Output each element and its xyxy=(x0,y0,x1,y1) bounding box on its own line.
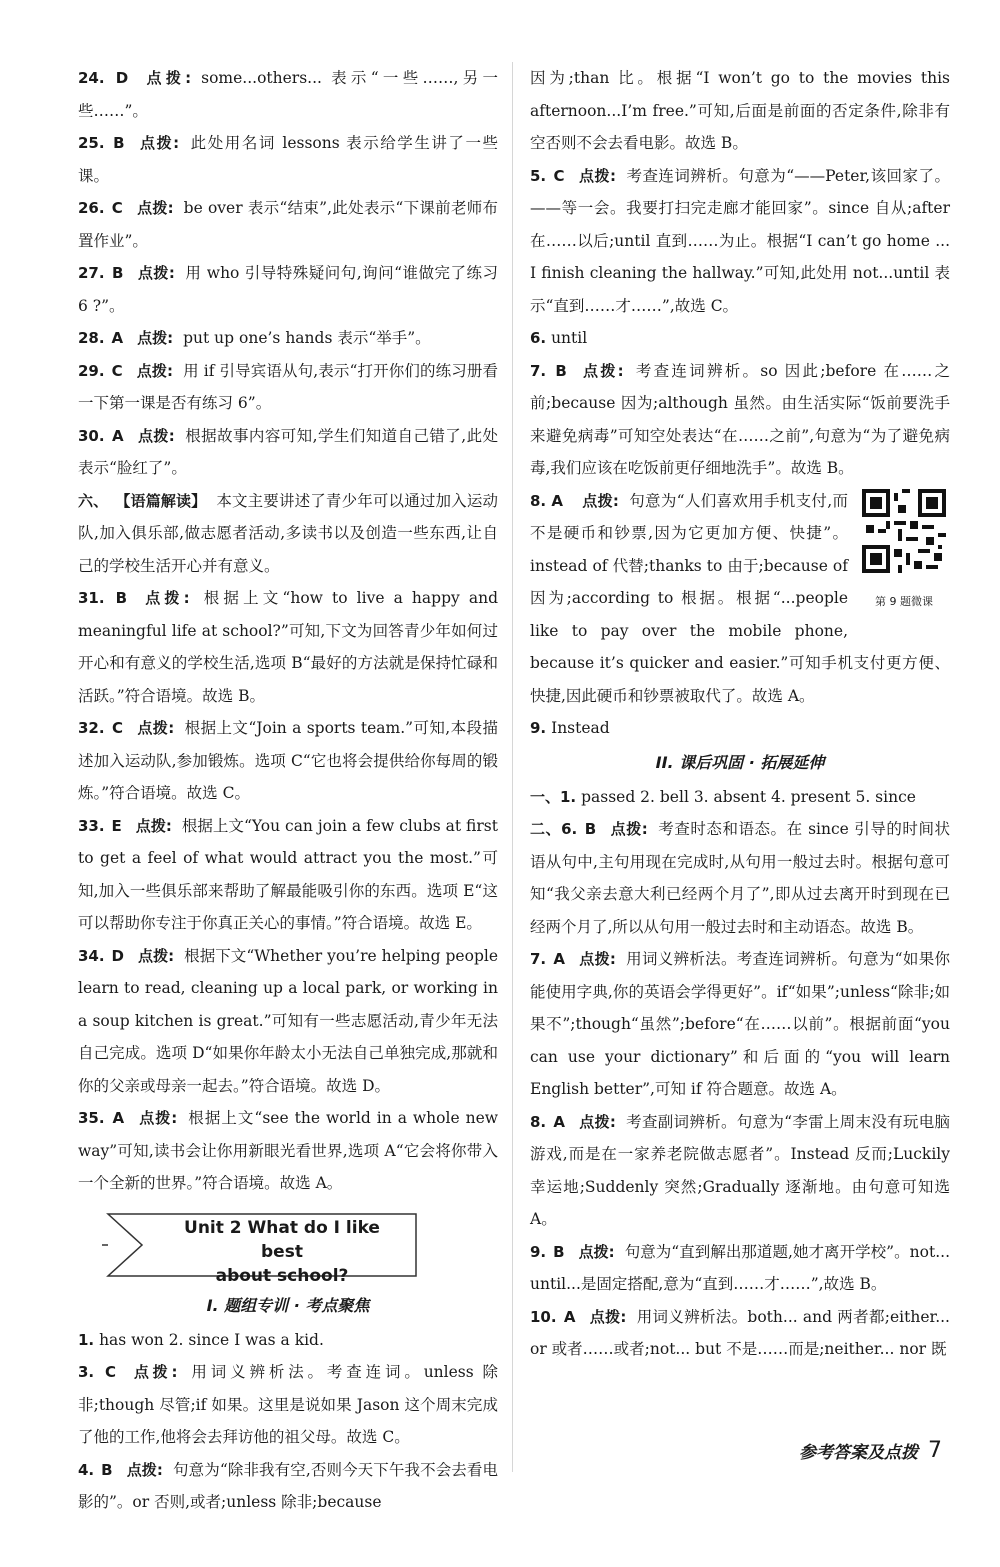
answer-entry xyxy=(78,127,498,192)
entry-tag: 点拨: xyxy=(589,1307,627,1326)
entry-text: has won 2. since I was a kid. xyxy=(99,1330,324,1349)
entry-tag: 点拨: xyxy=(137,426,175,445)
entry-tag: 点拨: xyxy=(126,1460,163,1479)
entry-text: Instead xyxy=(551,719,610,737)
entry-tag: 点拨: xyxy=(578,950,616,968)
left-answer-list-2 xyxy=(78,1324,498,1519)
entry-text: 用 who 引导特殊疑问句,询问“谁做完了练习 6 ?”。 xyxy=(78,264,498,315)
entry-text: 本文主要讲述了青少年可以通过加入运动队,加入俱乐部,做志愿者活动,多读书以及创造一些东西,让自己的学校生活开心并有意义。 xyxy=(78,491,498,575)
entry-answer: A xyxy=(551,491,563,510)
entry-text: 用词义辨析法。考查连词辨析。句意为“如果你能使用字典,你的英语会学得更好”。if“如果”;unless“除非;如果不”;though“虽然”;before“在……以前”。根据前面“you can use your dictionary”和后面的“you will learn English better”,可知 if 符合题意。故选 A。 xyxy=(530,950,950,1098)
answer-entry xyxy=(530,813,950,943)
entry-number: 30. xyxy=(78,426,105,445)
entry-answer: B xyxy=(113,134,125,152)
entry-number: 7. xyxy=(530,361,547,380)
entry-text: 句意为“除非我有空,否则今天下午我不会去看电影的”。or 否则,或者;unless 除非;because xyxy=(78,1460,498,1511)
answer-entry xyxy=(530,1236,950,1301)
answer-entry xyxy=(78,810,498,940)
entry-number: 25. xyxy=(78,134,105,152)
entry-number: 29. xyxy=(78,361,105,380)
answer-entry xyxy=(78,62,498,127)
answer-entry xyxy=(78,355,498,420)
entry-number: 24. xyxy=(78,69,105,87)
entry-tag: 点拨: xyxy=(142,69,192,87)
entry-answer: B xyxy=(101,1460,113,1479)
entry-answer: C xyxy=(111,361,123,380)
entry-number: 一、1. xyxy=(530,787,577,806)
entry-number: 10. xyxy=(530,1307,557,1326)
entry-tag: 点拨: xyxy=(136,361,173,380)
answer-entry xyxy=(78,322,498,355)
entry-text: 根据上文“how to live a happy and meaningful life at school?”可知,下文为回答青少年如何过开心和有意义的学校生活,选项 B“最好的方法就是保持忙碌和活跃。”符合语境。故选 B。 xyxy=(78,589,498,705)
entry-text: 考查时态和语态。在 since 引导的时间状语从句中,主句用现在完成时,从句用一般过去时。根据句意可知“我父亲去意大利已经两个月了”,即从过去离开时到现在已经两个月了,所以从句用一般过去时和主动语态。故选 B。 xyxy=(530,820,950,936)
column-divider xyxy=(512,62,513,1472)
answer-entry xyxy=(530,160,950,323)
entry-answer: A xyxy=(553,1112,565,1131)
entry-number: 5. xyxy=(530,166,547,185)
entry-text: 此处用名词 lessons 表示给学生讲了一些课。 xyxy=(78,134,499,185)
answer-entry xyxy=(78,485,498,583)
answer-entry xyxy=(78,257,498,322)
answer-entry-8 xyxy=(530,485,950,713)
answer-entry xyxy=(78,420,498,485)
entry-text: 根据上文“Join a sports team.”可知,本段描述加入运动队,参加锻炼。选项 C“它也将会提供给你每周的锻炼。”符合语境。故选 C。 xyxy=(78,719,499,802)
unit-title xyxy=(162,1216,402,1288)
entry-text: 句意为“直到解出那道题,她才离开学校”。not... until...是固定搭配,意为“直到……才……”,故选 B。 xyxy=(530,1242,950,1293)
answer-entry xyxy=(78,1356,498,1454)
entry-text: 根据上文“see the world in a whole new way”可知,读书会让你用新眼光看世界,选项 A“它会将你带入一个全新的世界。”符合语境。故选 A。 xyxy=(78,1109,499,1192)
entry-answer: C xyxy=(111,719,123,737)
answer-entry xyxy=(530,62,950,160)
entry-tag: 点拨: xyxy=(578,1242,615,1261)
answer-entry xyxy=(78,712,498,810)
entry-text: 根据故事内容可知,学生们知道自己错了,此处表示“脸红了”。 xyxy=(78,426,499,477)
entry-number: 6. xyxy=(530,329,547,347)
entry-number: 二、6. xyxy=(530,820,578,838)
unit-title-line2: about school? xyxy=(215,1265,349,1286)
entry-answer: B xyxy=(115,589,128,607)
entry-text: 根据上文“You can join a few clubs at first to get a feel of what would attract you the most.”可知,加入一些俱乐部来帮助了解最能吸引你的东西。选项 E“这可以帮助你专注于你真正关心的事情。”符合语境。故选 E。 xyxy=(78,816,498,932)
entry-text: put up one’s hands 表示“举手”。 xyxy=(183,329,431,347)
entry-number: 六、 xyxy=(78,491,109,510)
entry-tag: 点拨: xyxy=(138,1109,178,1127)
entry-text: 考查连词辨析。句意为“——Peter,该回家了。——等一会。我要打扫完走廊才能回家”。since 自从;after 在……以后;until 直到……为止。根据“I can’t go home ... I finish cleaning the hallway.”可知,此处用 not...until 表示“直到……才……”,故选 C。 xyxy=(530,166,950,315)
unit-banner xyxy=(102,1208,422,1286)
entry-tag: 点拨: xyxy=(136,199,174,217)
qr-code-icon xyxy=(862,489,946,573)
entry-number: 26. xyxy=(78,199,105,217)
entry-tag: 点拨: xyxy=(129,1363,178,1381)
right-column xyxy=(530,62,950,1366)
entry-tag: 点拨: xyxy=(141,589,190,607)
entry-text: until xyxy=(551,329,588,347)
section-heading-2: II. 课后巩固 · 拓展延伸 xyxy=(655,752,825,772)
entry-tag: 点拨: xyxy=(580,361,624,380)
entry-answer: E xyxy=(111,816,122,835)
entry-number: 31. xyxy=(78,589,105,607)
section-heading-1: I. 题组专训 · 考点聚焦 xyxy=(206,1295,370,1315)
entry-answer: B xyxy=(553,1242,565,1261)
entry-tag: 点拨: xyxy=(137,329,174,347)
entry-answer: D xyxy=(111,946,124,965)
entry-number: 3. xyxy=(78,1363,95,1381)
answer-entry xyxy=(530,355,950,485)
entry-tag: 点拨: xyxy=(138,946,175,965)
entry-answer: A xyxy=(553,950,565,968)
answer-entry xyxy=(530,1106,950,1236)
entry-number: 27. xyxy=(78,264,105,282)
entry-number: 8. xyxy=(530,1112,547,1131)
entry-tag: 点拨: xyxy=(138,134,180,152)
entry-number: 34. xyxy=(78,946,105,965)
page-number: 7 xyxy=(928,1438,942,1463)
entry-number: 28. xyxy=(78,329,105,347)
page-footer xyxy=(799,1438,942,1463)
left-column xyxy=(78,62,498,1519)
answer-entry xyxy=(78,1324,498,1357)
entry-text: some...others... 表示“一些……,另一些……”。 xyxy=(78,69,499,120)
entry-answer: C xyxy=(111,199,123,217)
entry-text: 因为;than 比。根据“I won’t go to the movies this afternoon...I’m free.”可知,后面是前面的否定条件,除非有空否则不会去看电影。故选 B。 xyxy=(530,69,950,152)
entry-answer: B xyxy=(112,264,124,282)
entry-answer: A xyxy=(111,329,124,347)
entry-answer: B xyxy=(584,820,597,838)
unit-title-line1: Unit 2 What do I like best xyxy=(184,1217,380,1262)
answer-entry-9 xyxy=(530,712,950,745)
entry-tag: 点拨: xyxy=(578,166,616,185)
entry-text: 用词义辨析法。考查连词。unless 除非;though 尽管;if 如果。这里是说如果 Jason 这个周末完成了他的工作,他将会去拜访他的祖父母。故选 C。 xyxy=(78,1363,498,1446)
entry-tag: 点拨: xyxy=(578,1112,616,1131)
entry-text: be over 表示“结束”,此处表示“下课前老师布置作业”。 xyxy=(78,199,499,250)
entry-answer: B xyxy=(555,361,567,380)
qr-code-box[interactable] xyxy=(858,489,950,617)
entry-number: 4. xyxy=(78,1460,95,1479)
answer-entry xyxy=(78,1454,498,1519)
entry-tag: 【语篇解读】 xyxy=(115,491,207,510)
entry-number: 35. xyxy=(78,1109,105,1127)
entry-answer: D xyxy=(115,69,129,87)
entry-tag: 点拨: xyxy=(137,264,175,282)
entry-answer: C xyxy=(104,1363,116,1381)
entry-number: 8. xyxy=(530,491,547,510)
entry-tag: 点拨: xyxy=(136,719,175,737)
entry-text: 根据下文“Whether you’re helping people learn to read, cleaning up a local park, or working in a soup kitchen is great.”可知有一些志愿活动,青少年无法自己完成。选项 D“如果你年龄太小无法自己单独完成,那就和你的父亲或母亲一起去。”符合语境。故选 D。 xyxy=(78,946,498,1095)
entry-tag: 点拨: xyxy=(582,491,619,510)
answer-entry xyxy=(78,582,498,712)
entry-text: 考查副词辨析。句意为“李雷上周末没有玩电脑游戏,而是在一家养老院做志愿者”。Instead 反而;Luckily 幸运地;Suddenly 突然;Gradually 逐渐地。由句意可知选 A。 xyxy=(530,1112,950,1228)
qr-caption: 第 9 题微课 xyxy=(875,595,933,608)
entry-text: 考查连词辨析。so 因此;before 在……之前;because 因为;although 虽然。由生活实际“饭前要洗手来避免病毒”可知空处表达“在……之前”,句意为“为了避免病毒,我们应该在吃饭前更仔细地洗手”。故选 B。 xyxy=(530,361,950,477)
entry-text: passed 2. bell 3. absent 4. present 5. since xyxy=(581,787,916,806)
answer-entry xyxy=(530,1301,950,1366)
entry-text: 用词义辨析法。both... and 两者都;either... or 或者……或者;not... but 不是……而是;neither... nor 既 xyxy=(530,1307,950,1358)
answer-entry xyxy=(530,322,950,355)
entry-number: 9. xyxy=(530,719,547,737)
entry-number: 1. xyxy=(78,1330,95,1349)
answer-entry xyxy=(530,781,950,814)
right-answer-list xyxy=(530,62,950,485)
answer-entry xyxy=(530,943,950,1106)
entry-number: 9. xyxy=(530,1242,547,1261)
answer-entry xyxy=(78,940,498,1103)
answer-entry xyxy=(78,192,498,257)
entry-number: 33. xyxy=(78,816,105,835)
footer-label: 参考答案及点拨 xyxy=(799,1443,918,1463)
entry-tag: 点拨: xyxy=(610,820,648,838)
entry-answer: A xyxy=(563,1307,576,1326)
entry-number: 32. xyxy=(78,719,105,737)
answer-entry xyxy=(78,1102,498,1200)
entry-text: 用 if 引导宾语从句,表示“打开你们的练习册看一下第一课是否有练习 6”。 xyxy=(78,361,498,412)
entry-tag: 点拨: xyxy=(135,816,172,835)
right-answer-list-2 xyxy=(530,781,950,1366)
entry-number: 7. xyxy=(530,950,547,968)
entry-answer: A xyxy=(111,426,124,445)
entry-answer: A xyxy=(112,1109,125,1127)
entry-answer: C xyxy=(553,166,565,185)
left-answer-list xyxy=(78,62,498,1200)
entry-text: 句意为“人们喜欢用手机支付,而不是硬币和钞票,因为它更加方便、快捷”。instead of 代替;thanks to 由于;because of 因为;according to 根据。根据“...people like to pay over the mobile phone, because it’s quicker and easier.”可知手机支付更方便、快捷,因此硬币和钞票被取代了。故选 A。 xyxy=(530,491,950,705)
